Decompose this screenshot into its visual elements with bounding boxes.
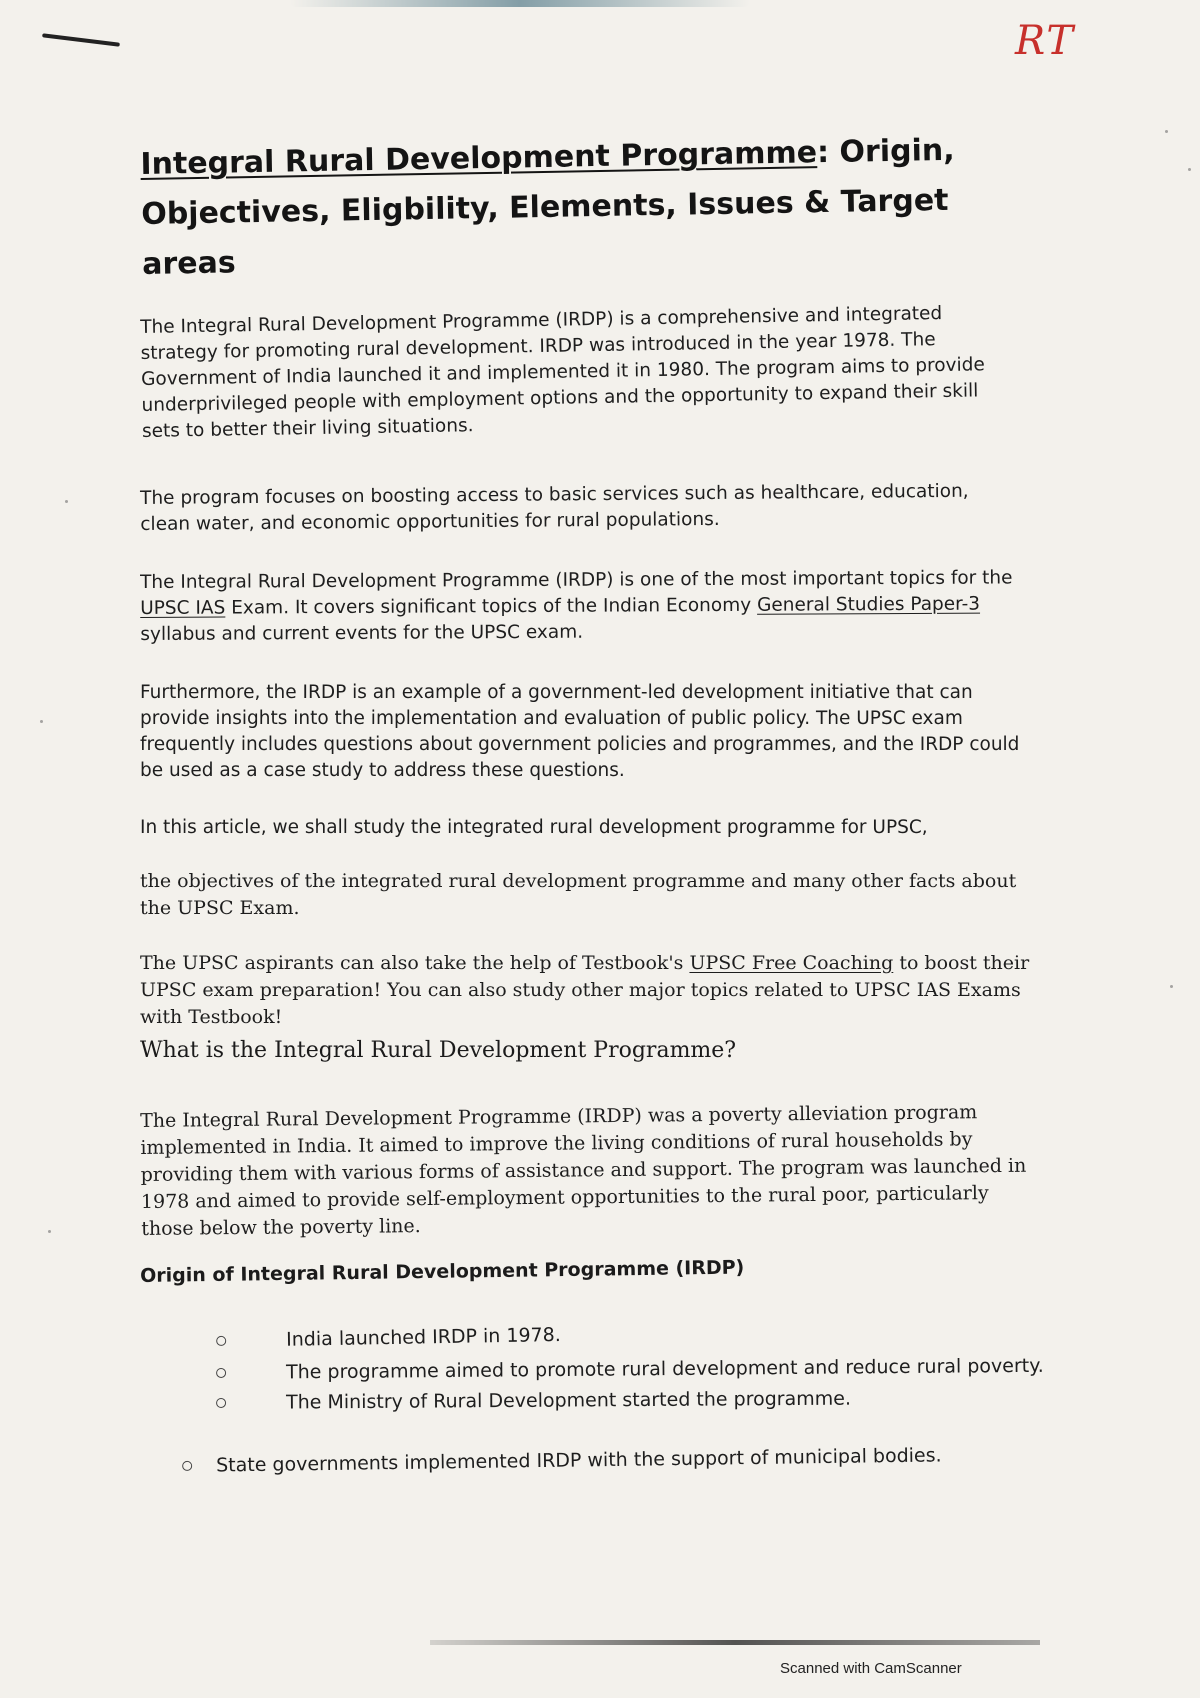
bullet-icon <box>216 1336 226 1346</box>
serif-paragraph-2 <box>140 950 1040 1031</box>
intro-paragraph-1 <box>140 300 1022 445</box>
section-heading-what-is: What is the Integral Rural Development Programme? <box>140 1038 737 1063</box>
pen-mark <box>42 33 120 46</box>
title-line2: Objectives, Eligbility, Elements, Issues & Target areas <box>140 182 949 282</box>
title-block <box>140 124 1042 290</box>
list-item: The programme aimed to promote rural development and reduce rural poverty. <box>216 1355 1044 1384</box>
scan-speck <box>1170 985 1173 988</box>
intro-paragraph-5 <box>140 815 1020 841</box>
upsc-free-coaching-link[interactable]: UPSC Free Coaching <box>689 952 894 974</box>
bullet-icon <box>182 1461 192 1471</box>
gs-paper-3-link[interactable]: General Studies Paper-3 <box>756 593 981 616</box>
list-item: State governments implemented IRDP with the support of municipal bodies. <box>182 1444 942 1477</box>
paragraph-text: The UPSC aspirants can also take the help of Testbook's UPSC Free Coaching to boost their UPSC exam preparation! You can also study other major topics related to UPSC IAS Exams with Testbook! <box>140 952 1030 1028</box>
bullet-icon <box>216 1368 226 1378</box>
camscanner-watermark: Scanned with CamScanner <box>780 1660 962 1677</box>
paragraph-text: The Integral Rural Development Programme (IRDP) is a comprehensive and integrated strategy for promoting rural development. IRDP was introduced in the year 1978. The Government of India launched it and implemented it in 1980. The program aims to provide underprivileged people with employment options and the opportunity to expand their skill sets to better their living situations. <box>140 303 985 442</box>
paragraph-text: Furthermore, the IRDP is an example of a government-led development initiative that can provide insights into the implementation and evaluation of public policy. The UPSC exam frequently includes questions about government policies and programmes, and the IRDP could be used as a case study to address these questions. <box>140 682 1020 781</box>
scan-edge-bottom <box>430 1640 1040 1645</box>
scan-speck <box>1165 130 1168 133</box>
paragraph-text: The program focuses on boosting access to basic services such as healthcare, education, clean water, and economic opportunities for rural populations. <box>140 480 969 535</box>
list-item: The Ministry of Rural Development started the programme. <box>216 1388 851 1414</box>
intro-paragraph-2 <box>140 478 1020 538</box>
intro-paragraph-3 <box>140 565 1020 648</box>
paragraph-text: The Integral Rural Development Programme (IRDP) was a poverty alleviation program implemented in India. It aimed to improve the living conditions of rural households by providing them with various forms of assistance and support. The program was launched in 1978 and aimed to provide self-employment opportunities to the rural poor, particularly those below the poverty line. <box>140 1101 1027 1240</box>
title-rest: : Origin, <box>816 132 955 171</box>
intro-paragraph-4 <box>140 680 1020 784</box>
scan-speck <box>40 720 43 723</box>
page-title <box>140 124 1042 290</box>
scan-edge-top <box>290 0 750 7</box>
scan-speck <box>1188 168 1191 171</box>
paragraph-text: In this article, we shall study the integrated rural development programme for UPSC, <box>140 817 928 838</box>
bullet-icon <box>216 1398 226 1408</box>
list-item: India launched IRDP in 1978. <box>216 1324 561 1352</box>
handwritten-initials: RT <box>1015 18 1076 64</box>
paragraph-text: the objectives of the integrated rural development programme and many other facts about the UPSC Exam. <box>140 870 1017 919</box>
scan-speck <box>48 1230 51 1233</box>
what-is-body <box>140 1099 1041 1243</box>
title-underlined: Integral Rural Development Programme <box>140 135 818 182</box>
paragraph-text: The Integral Rural Development Programme (IRDP) is one of the most important topics for the UPSC IAS Exam. It covers significant topics of the Indian Economy General Studies Paper-3 syllabus and current events for the UPSC exam. <box>140 567 1013 645</box>
scan-speck <box>65 500 68 503</box>
upsc-ias-link[interactable]: UPSC IAS <box>140 597 226 619</box>
serif-paragraph-1 <box>140 868 1040 922</box>
section-heading-origin: Origin of Integral Rural Development Programme (IRDP) <box>140 1256 745 1287</box>
